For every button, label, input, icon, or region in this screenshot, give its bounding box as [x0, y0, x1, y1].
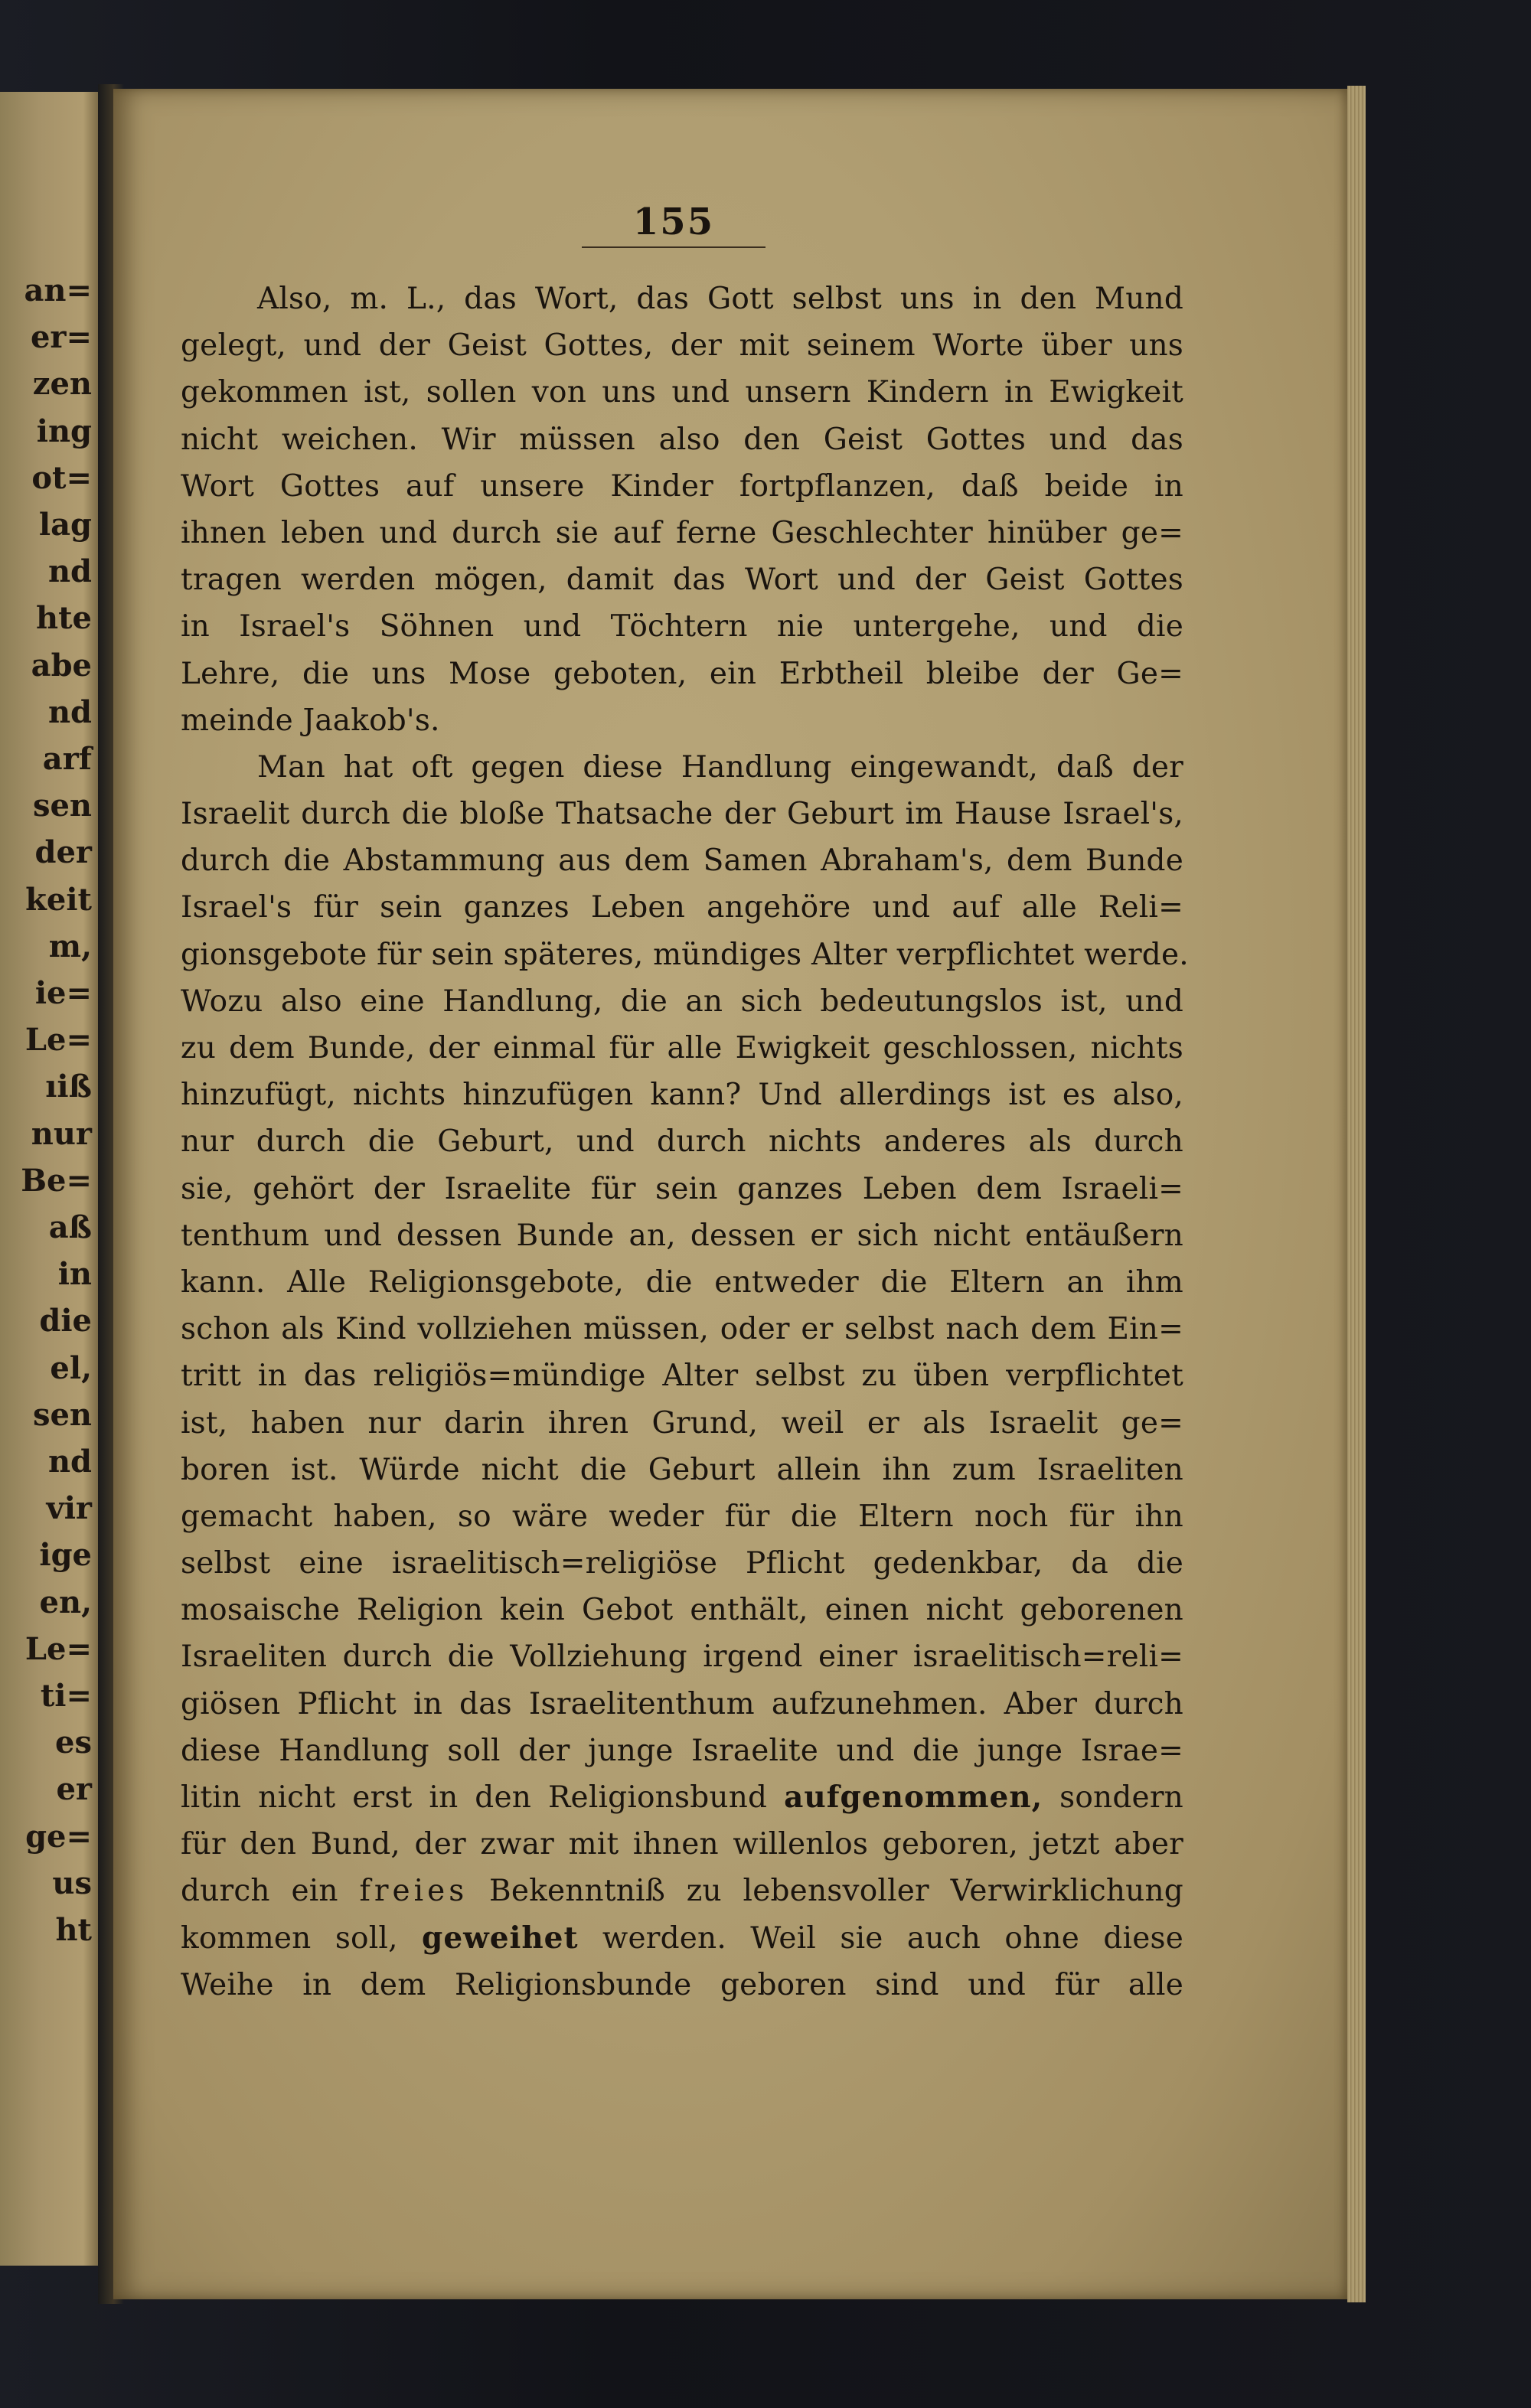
- text-line: tenthum und dessen Bunde an, dessen er sich nicht entäußern: [181, 1218, 1183, 1253]
- facing-page-fragment: nur: [31, 1115, 92, 1152]
- text-line: Wozu also eine Handlung, die an sich bedeutungslos ist, und: [181, 984, 1183, 1019]
- text-line: Israel's für sein ganzes Leben angehöre und auf alle Reli=: [181, 890, 1183, 925]
- text-line: giösen Pflicht in das Israelitenthum aufzunehmen. Aber durch: [181, 1686, 1183, 1721]
- text-line-emphasis: [181, 1774, 1183, 1821]
- facing-page-fragment: hte: [35, 600, 92, 637]
- text-line: gionsgebote für sein späteres, mündiges Alter verpflichtet werde.: [181, 937, 1189, 972]
- facing-page-fragment: in: [57, 1256, 92, 1293]
- text-line: nicht weichen. Wir müssen also den Geist Gottes und das: [181, 422, 1183, 457]
- text-line: Man hat oft gegen diese Handlung eingewandt, daß der: [257, 749, 1183, 785]
- text-line: kann. Alle Religionsgebote, die entweder die Eltern an ihm: [181, 1264, 1183, 1300]
- page-number: 155: [632, 201, 715, 243]
- text-line: zu dem Bunde, der einmal für alle Ewigkeit geschlossen, nichts: [181, 1031, 1183, 1065]
- text-line: Weihe in dem Religionsbunde geboren sind und für alle: [181, 1967, 1183, 2002]
- facing-page-fragment: er=: [30, 319, 92, 356]
- text-run: Bekenntniß zu lebensvoller Verwirklichung: [468, 1874, 1183, 1909]
- text-line: sie, gehört der Israelite für sein ganzes Leben dem Israeli=: [181, 1171, 1183, 1206]
- text-line: nur durch die Geburt, und durch nichts anderes als durch: [181, 1124, 1183, 1160]
- text-line: ist, haben nur darin ihren Grund, weil er als Israelit ge=: [181, 1405, 1183, 1441]
- facing-page-fragment: die: [39, 1303, 92, 1339]
- facing-page-fragment: nd: [47, 693, 92, 730]
- text-line: selbst eine israelitisch=religiöse Pflicht gedenkbar, da die: [181, 1546, 1183, 1581]
- facing-page-fragment: en,: [39, 1584, 92, 1620]
- facing-page-fragment: lag: [38, 507, 92, 543]
- text-line: mosaische Religion kein Gebot enthält, einen nicht geborenen: [181, 1593, 1183, 1628]
- text-line: tragen werden mögen, damit das Wort und der Geist Gottes: [181, 563, 1183, 598]
- text-line: meinde Jaakob's.: [181, 703, 440, 738]
- facing-page-fragment: Le=: [24, 1630, 92, 1667]
- text-line-emphasis: [181, 1868, 1183, 1914]
- body-text: [181, 276, 1189, 2008]
- facing-page-fragment: Be=: [21, 1162, 92, 1199]
- facing-page-fragment: sen: [32, 1396, 92, 1433]
- facing-page-fragment: nd: [47, 553, 92, 590]
- page-edge: [1347, 86, 1366, 2302]
- text-line: hinzufügt, nichts hinzufügen kann? Und allerdings ist es also,: [181, 1078, 1183, 1113]
- facing-page-fragment: el,: [50, 1349, 92, 1386]
- text-line: Lehre, die uns Mose geboten, ein Erbtheil bleibe der Ge=: [181, 656, 1183, 691]
- facing-page-fragment: vir: [46, 1490, 92, 1527]
- text-line: boren ist. Würde nicht die Geburt allein ihn zum Israeliten: [181, 1452, 1183, 1487]
- facing-page-fragment: Le=: [24, 1022, 92, 1059]
- text-line: Wort Gottes auf unsere Kinder fortpflanzen, daß beide in: [181, 468, 1183, 504]
- text-line-emphasis: [181, 1915, 1183, 1962]
- facing-page-fragment: ige: [39, 1537, 92, 1574]
- text-line: schon als Kind vollziehen müssen, oder er selbst nach dem Ein=: [181, 1312, 1183, 1347]
- text-line: in Israel's Söhnen und Töchtern nie untergehe, und die: [181, 609, 1183, 644]
- facing-page-fragment: abe: [31, 647, 92, 684]
- text-run: kommen soll,: [181, 1920, 398, 1956]
- facing-page-strip: [0, 92, 98, 2266]
- text-line: Israelit durch die bloße Thatsache der Geburt im Hause Israel's,: [181, 797, 1183, 832]
- facing-page-fragment: ıiß: [45, 1069, 92, 1105]
- text-line: gemacht haben, so wäre weder für die Eltern noch für ihn: [181, 1499, 1183, 1534]
- facing-page-fragment: ti=: [40, 1678, 92, 1714]
- facing-page-fragment: ot=: [31, 459, 92, 496]
- text-line: durch die Abstammung aus dem Samen Abraham's, dem Bunde: [181, 843, 1183, 879]
- text-line: tritt in das religiös=mündige Alter selbst zu üben verpflichtet: [181, 1359, 1183, 1394]
- text-run: werden. Weil sie auch ohne diese: [578, 1920, 1183, 1956]
- facing-page-fragment: arf: [42, 741, 92, 777]
- facing-page-fragment: ing: [36, 413, 92, 449]
- text-line: Also, m. L., das Wort, das Gott selbst uns in den Mund: [257, 282, 1183, 316]
- text-run: litin nicht erst in den Religionsbund: [181, 1780, 768, 1815]
- facing-page-fragment: zen: [32, 366, 92, 403]
- facing-page-fragment: sen: [32, 788, 92, 824]
- text-run: durch ein: [181, 1874, 338, 1909]
- text-line: Israeliten durch die Vollziehung irgend einer israelitisch=reli=: [181, 1640, 1183, 1675]
- text-line: diese Handlung soll der junge Israelite und die junge Israe=: [181, 1733, 1183, 1768]
- facing-page-fragment: us: [52, 1865, 92, 1901]
- text-line: gekommen ist, sollen von uns und unsern Kindern in Ewigkeit: [181, 375, 1183, 410]
- facing-page-fragment: m,: [48, 928, 92, 964]
- text-line: gelegt, und der Geist Gottes, der mit seinem Worte über uns: [181, 328, 1183, 364]
- text-run: sondern: [1043, 1780, 1183, 1815]
- facing-page-fragment: es: [55, 1724, 92, 1761]
- facing-page-fragment: ge=: [25, 1818, 92, 1855]
- facing-page-fragment: an=: [24, 272, 92, 308]
- facing-page-fragment: aß: [48, 1209, 92, 1245]
- emphasis-geweihet: geweihet: [422, 1920, 579, 1956]
- facing-page-fragment: er: [56, 1771, 92, 1808]
- facing-page-fragment: keit: [25, 881, 92, 918]
- page-number-rule: [582, 246, 766, 248]
- facing-page-fragment: ie=: [34, 975, 92, 1011]
- emphasis-freies: freies: [359, 1874, 468, 1909]
- emphasis-aufgenommen: aufgenommen,: [784, 1780, 1043, 1815]
- text-line: ihnen leben und durch sie auf ferne Geschlechter hinüber ge=: [181, 515, 1183, 550]
- facing-page-fragment: der: [34, 834, 92, 871]
- facing-page-fragment: ht: [55, 1912, 92, 1948]
- facing-page-fragment: nd: [47, 1444, 92, 1480]
- text-line: für den Bund, der zwar mit ihnen willenlos geboren, jetzt aber: [181, 1827, 1183, 1862]
